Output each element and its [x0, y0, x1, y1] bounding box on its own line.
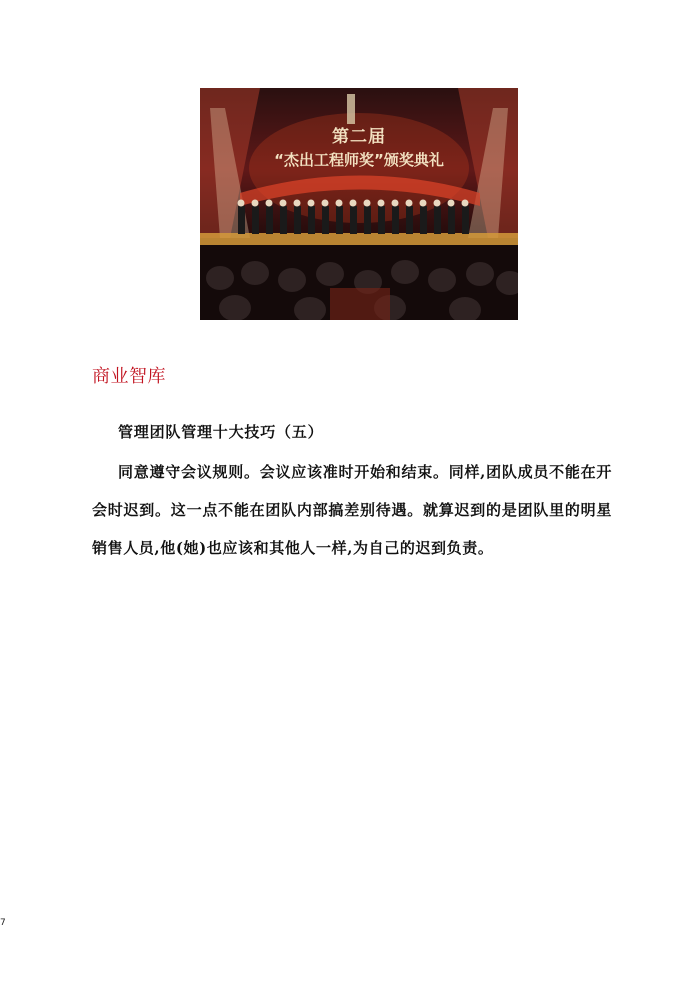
- photo-banner-text: [200, 128, 518, 169]
- page-number: 7: [0, 918, 6, 928]
- section-title: 商业智库: [92, 366, 166, 387]
- article-body: 同意遵守会议规则。会议应该准时开始和结束。同样,团队成员不能在开会时迟到。这一点不能在团队内部搞差别待遇。就算迟到的是团队里的明星销售人员,他(她)也应该和其他人一样,为自己的迟到负责。: [92, 463, 612, 557]
- banner-line-1: 第二届: [332, 127, 386, 147]
- award-ceremony-photo: [200, 88, 518, 320]
- article-title: 管理团队管理十大技巧（五）: [118, 423, 324, 441]
- banner-line-2: “杰出工程师奖”颁奖典礼: [274, 150, 444, 169]
